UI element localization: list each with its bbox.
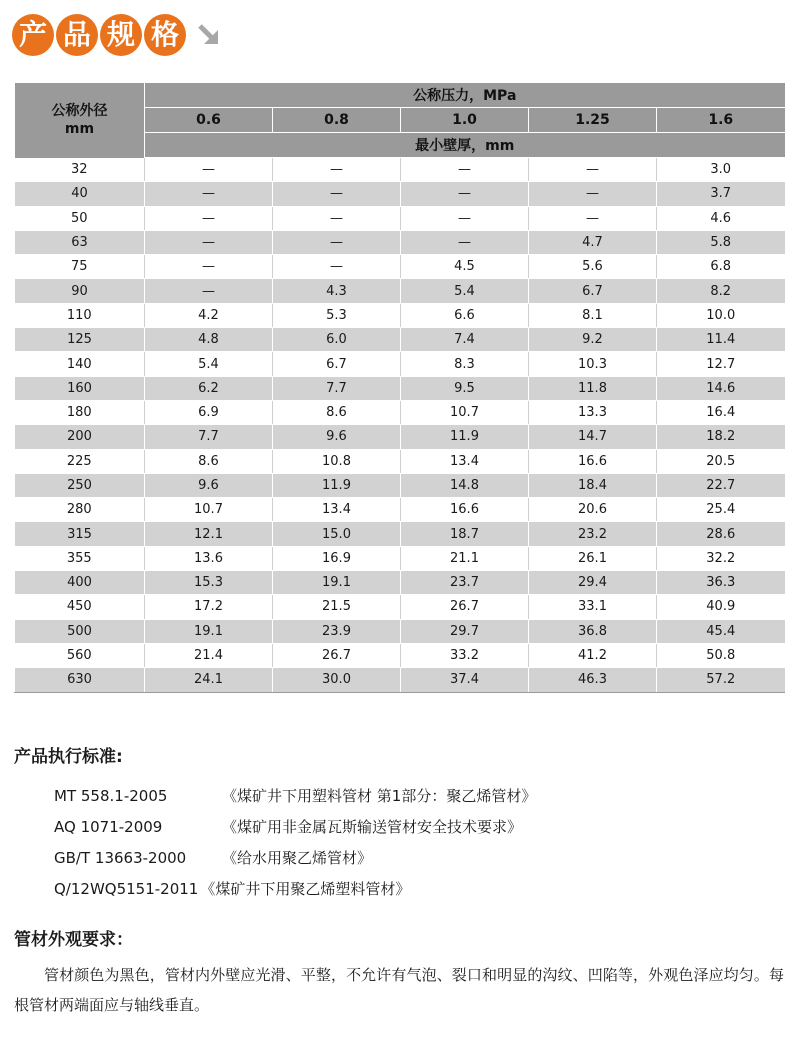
wall-thickness-cell: 8.1 <box>529 303 657 327</box>
wall-thickness-cell: — <box>529 158 657 182</box>
wall-thickness-cell: 46.3 <box>529 668 657 692</box>
wall-thickness-cell: 29.7 <box>401 619 529 643</box>
standard-name: 《煤矿用非金属瓦斯输送管材安全技术要求》 <box>222 818 523 836</box>
pressure-value: 1.25 <box>529 108 657 133</box>
table-row <box>15 595 785 619</box>
title-char: 规 <box>100 14 142 56</box>
wall-thickness-cell: 11.9 <box>401 425 529 449</box>
outer-diameter-cell: 225 <box>15 449 145 473</box>
table-row <box>15 522 785 546</box>
wall-thickness-cell: 23.2 <box>529 522 657 546</box>
wall-thickness-cell: 21.1 <box>401 546 529 570</box>
wall-thickness-cell: 45.4 <box>657 619 785 643</box>
standards-list <box>54 780 774 904</box>
wall-thickness-cell: 5.4 <box>401 279 529 303</box>
wall-thickness-cell: — <box>401 206 529 230</box>
outer-diameter-cell: 160 <box>15 376 145 400</box>
wall-thickness-cell: 9.6 <box>273 425 401 449</box>
table-row <box>15 230 785 254</box>
table-row <box>15 449 785 473</box>
table-row <box>15 643 785 667</box>
standard-code: Q/12WQ5151-2011 <box>54 879 199 898</box>
wall-thickness-cell: 12.7 <box>657 352 785 376</box>
standard-item <box>54 873 774 904</box>
table-row <box>15 328 785 352</box>
outer-diameter-cell: 63 <box>15 230 145 254</box>
wall-thickness-cell: 37.4 <box>401 668 529 692</box>
wall-thickness-cell: 6.9 <box>145 400 273 424</box>
wall-thickness-cell: 15.3 <box>145 571 273 595</box>
wall-thickness-cell: 4.8 <box>145 328 273 352</box>
outer-diameter-cell: 315 <box>15 522 145 546</box>
standard-name: 《煤矿井下用塑料管材 第1部分：聚乙烯管材》 <box>222 787 537 805</box>
wall-thickness-cell: 41.2 <box>529 643 657 667</box>
wall-thickness-cell: 5.4 <box>145 352 273 376</box>
wall-thickness-cell: 4.6 <box>657 206 785 230</box>
outer-diameter-cell: 200 <box>15 425 145 449</box>
outer-diameter-cell: 450 <box>15 595 145 619</box>
wall-thickness-cell: 9.2 <box>529 328 657 352</box>
wall-thickness-cell: 57.2 <box>657 668 785 692</box>
wall-thickness-cell: 16.6 <box>401 498 529 522</box>
wall-thickness-cell: 7.7 <box>273 376 401 400</box>
wall-thickness-cell: 5.6 <box>529 255 657 279</box>
outer-diameter-cell: 110 <box>15 303 145 327</box>
table-row <box>15 473 785 497</box>
wall-thickness-cell: 10.8 <box>273 449 401 473</box>
wall-thickness-cell: 14.6 <box>657 376 785 400</box>
standard-item <box>54 811 774 842</box>
wall-thickness-cell: 6.2 <box>145 376 273 400</box>
wall-thickness-cell: — <box>145 230 273 254</box>
pressure-value: 1.0 <box>401 108 529 133</box>
outer-diameter-cell: 280 <box>15 498 145 522</box>
wall-thickness-cell: 6.0 <box>273 328 401 352</box>
spec-table-body <box>15 158 785 693</box>
wall-thickness-cell: 4.5 <box>401 255 529 279</box>
standard-name: 《煤矿井下用聚乙烯塑料管材》 <box>200 880 411 898</box>
wall-thickness-cell: — <box>529 206 657 230</box>
wall-thickness-cell: 25.4 <box>657 498 785 522</box>
wall-thickness-cell: 17.2 <box>145 595 273 619</box>
outer-diameter-cell: 355 <box>15 546 145 570</box>
wall-thickness-cell: 10.0 <box>657 303 785 327</box>
wall-thickness-cell: 32.2 <box>657 546 785 570</box>
wall-thickness-cell: 22.7 <box>657 473 785 497</box>
outer-diameter-cell: 630 <box>15 668 145 692</box>
wall-thickness-cell: — <box>145 255 273 279</box>
wall-thickness-cell: 5.8 <box>657 230 785 254</box>
wall-thickness-cell: — <box>145 182 273 206</box>
outer-diameter-cell: 75 <box>15 255 145 279</box>
wall-thickness-header: 最小壁厚，mm <box>145 133 785 158</box>
table-row <box>15 571 785 595</box>
wall-thickness-cell: 30.0 <box>273 668 401 692</box>
wall-thickness-cell: 21.5 <box>273 595 401 619</box>
wall-thickness-cell: 12.1 <box>145 522 273 546</box>
outer-diameter-cell: 50 <box>15 206 145 230</box>
appearance-heading: 管材外观要求： <box>14 930 133 950</box>
wall-thickness-cell: 16.9 <box>273 546 401 570</box>
table-row <box>15 182 785 206</box>
wall-thickness-cell: 23.7 <box>401 571 529 595</box>
wall-thickness-cell: 5.3 <box>273 303 401 327</box>
wall-thickness-cell: 19.1 <box>273 571 401 595</box>
table-row <box>15 279 785 303</box>
wall-thickness-cell: 33.1 <box>529 595 657 619</box>
appearance-text: 管材颜色为黑色，管材内外壁应光滑、平整，不允许有气泡、裂口和明显的沟纹、凹陷等，外观色泽应均匀。每根管材两端面应与轴线垂直。 <box>14 966 784 1014</box>
outer-diameter-cell: 90 <box>15 279 145 303</box>
wall-thickness-cell: 18.2 <box>657 425 785 449</box>
wall-thickness-cell: 21.4 <box>145 643 273 667</box>
wall-thickness-cell: 8.6 <box>273 400 401 424</box>
wall-thickness-cell: 16.4 <box>657 400 785 424</box>
wall-thickness-cell: 6.8 <box>657 255 785 279</box>
wall-thickness-cell: 26.7 <box>273 643 401 667</box>
pressure-value: 1.6 <box>657 108 785 133</box>
title-char: 格 <box>144 14 186 56</box>
table-row <box>15 376 785 400</box>
wall-thickness-cell: 26.1 <box>529 546 657 570</box>
outer-diameter-cell: 180 <box>15 400 145 424</box>
wall-thickness-cell: — <box>401 230 529 254</box>
wall-thickness-cell: 10.7 <box>145 498 273 522</box>
wall-thickness-cell: — <box>529 182 657 206</box>
table-row <box>15 498 785 522</box>
wall-thickness-cell: 10.3 <box>529 352 657 376</box>
wall-thickness-cell: — <box>273 182 401 206</box>
outer-diameter-cell: 400 <box>15 571 145 595</box>
outer-diameter-header <box>15 83 145 158</box>
wall-thickness-cell: 11.9 <box>273 473 401 497</box>
table-row <box>15 619 785 643</box>
wall-thickness-cell: 14.8 <box>401 473 529 497</box>
pressure-value: 0.6 <box>145 108 273 133</box>
wall-thickness-cell: 13.4 <box>273 498 401 522</box>
wall-thickness-cell: 36.8 <box>529 619 657 643</box>
outer-diameter-cell: 250 <box>15 473 145 497</box>
wall-thickness-cell: 13.3 <box>529 400 657 424</box>
outer-diameter-cell: 140 <box>15 352 145 376</box>
wall-thickness-cell: — <box>401 158 529 182</box>
wall-thickness-cell: 19.1 <box>145 619 273 643</box>
standard-name: 《给水用聚乙烯管材》 <box>222 849 373 867</box>
wall-thickness-cell: — <box>273 255 401 279</box>
wall-thickness-cell: — <box>401 182 529 206</box>
wall-thickness-cell: 6.6 <box>401 303 529 327</box>
wall-thickness-cell: 28.6 <box>657 522 785 546</box>
wall-thickness-cell: 3.7 <box>657 182 785 206</box>
wall-thickness-cell: 8.2 <box>657 279 785 303</box>
wall-thickness-cell: 14.7 <box>529 425 657 449</box>
table-row <box>15 206 785 230</box>
wall-thickness-cell: 4.7 <box>529 230 657 254</box>
wall-thickness-cell: 11.4 <box>657 328 785 352</box>
wall-thickness-cell: 8.3 <box>401 352 529 376</box>
arrow-down-right-icon <box>196 22 222 48</box>
standard-code: MT 558.1-2005 <box>54 786 168 805</box>
wall-thickness-cell: 40.9 <box>657 595 785 619</box>
wall-thickness-cell: 13.6 <box>145 546 273 570</box>
standard-item <box>54 842 774 873</box>
wall-thickness-cell: 7.4 <box>401 328 529 352</box>
standards-heading: 产品执行标准: <box>14 747 123 767</box>
standard-code: AQ 1071-2009 <box>54 817 163 836</box>
wall-thickness-cell: 20.5 <box>657 449 785 473</box>
wall-thickness-cell: 6.7 <box>273 352 401 376</box>
wall-thickness-cell: 4.2 <box>145 303 273 327</box>
wall-thickness-cell: 15.0 <box>273 522 401 546</box>
wall-thickness-cell: 20.6 <box>529 498 657 522</box>
wall-thickness-cell: 4.3 <box>273 279 401 303</box>
wall-thickness-cell: 13.4 <box>401 449 529 473</box>
standard-code: GB/T 13663-2000 <box>54 848 187 867</box>
wall-thickness-cell: 10.7 <box>401 400 529 424</box>
wall-thickness-cell: 33.2 <box>401 643 529 667</box>
title-char: 品 <box>56 14 98 56</box>
wall-thickness-cell: 50.8 <box>657 643 785 667</box>
table-row <box>15 425 785 449</box>
wall-thickness-cell: 18.4 <box>529 473 657 497</box>
wall-thickness-cell: 16.6 <box>529 449 657 473</box>
table-row <box>15 668 785 692</box>
wall-thickness-cell: 9.6 <box>145 473 273 497</box>
wall-thickness-cell: — <box>145 206 273 230</box>
table-row <box>15 546 785 570</box>
wall-thickness-cell: 26.7 <box>401 595 529 619</box>
wall-thickness-cell: 18.7 <box>401 522 529 546</box>
wall-thickness-cell: 36.3 <box>657 571 785 595</box>
title-char: 产 <box>12 14 54 56</box>
outer-diameter-cell: 125 <box>15 328 145 352</box>
table-row <box>15 352 785 376</box>
wall-thickness-cell: 11.8 <box>529 376 657 400</box>
wall-thickness-cell: 9.5 <box>401 376 529 400</box>
table-row <box>15 400 785 424</box>
wall-thickness-cell: — <box>145 158 273 182</box>
wall-thickness-cell: 6.7 <box>529 279 657 303</box>
section-title <box>12 12 222 58</box>
outer-diameter-cell: 40 <box>15 182 145 206</box>
outer-diameter-cell: 500 <box>15 619 145 643</box>
outer-diameter-cell: 32 <box>15 158 145 182</box>
wall-thickness-cell: 23.9 <box>273 619 401 643</box>
wall-thickness-cell: 24.1 <box>145 668 273 692</box>
wall-thickness-cell: — <box>145 279 273 303</box>
pressure-header: 公称压力，MPa <box>145 83 785 108</box>
wall-thickness-cell: 29.4 <box>529 571 657 595</box>
wall-thickness-cell: 3.0 <box>657 158 785 182</box>
spec-table <box>14 83 785 693</box>
outer-diameter-label: 公称外径 <box>51 103 108 120</box>
pressure-value: 0.8 <box>273 108 401 133</box>
outer-diameter-unit: mm <box>64 121 95 138</box>
wall-thickness-cell: 7.7 <box>145 425 273 449</box>
wall-thickness-cell: 8.6 <box>145 449 273 473</box>
table-row <box>15 303 785 327</box>
table-row <box>15 158 785 182</box>
wall-thickness-cell: — <box>273 230 401 254</box>
wall-thickness-cell: — <box>273 206 401 230</box>
standard-item <box>54 780 774 811</box>
outer-diameter-cell: 560 <box>15 643 145 667</box>
table-row <box>15 255 785 279</box>
wall-thickness-cell: — <box>273 158 401 182</box>
